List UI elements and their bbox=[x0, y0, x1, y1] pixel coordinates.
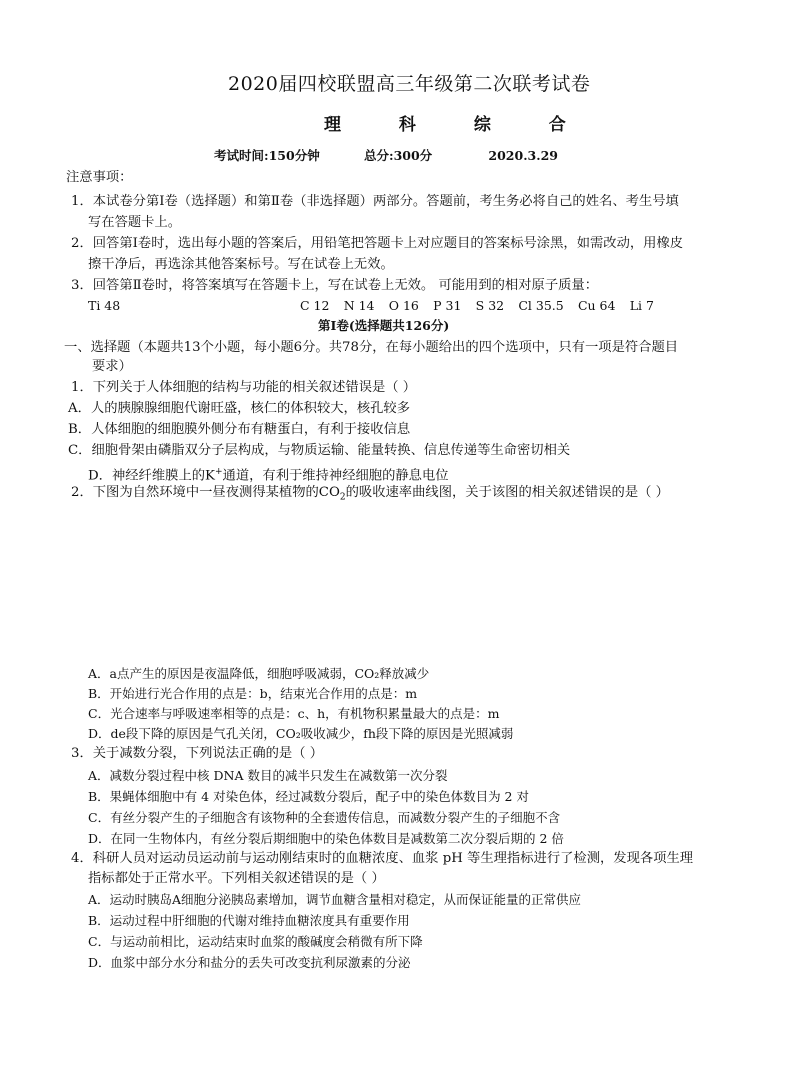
exam-date: 2020.3.29 bbox=[488, 148, 558, 163]
q4-stem-line-2: 指标都处于正常水平。下列相关叙述错误的是（ ） bbox=[88, 871, 385, 886]
notes-heading: 注意事项： bbox=[66, 170, 133, 185]
q1-option-d-pre: D．神经纤维膜上的K bbox=[88, 468, 215, 484]
q2-option-a: A．a点产生的原因是夜温降低，细胞呼吸减弱，CO₂释放减少 bbox=[88, 666, 430, 681]
q1-option-a: A．人的胰腺腺细胞代谢旺盛，核仁的体积较大，核孔较多 bbox=[68, 401, 411, 416]
atomic-mass-p: P 31 bbox=[433, 298, 462, 313]
q2-option-d: D．de段下降的原因是气孔关闭，CO₂吸收减少，fh段下降的原因是光照减弱 bbox=[88, 726, 514, 741]
q2-stem-sub: 2 bbox=[339, 492, 346, 503]
q4-option-c: C．与运动前相比，运动结束时血浆的酸碱度会稍微有所下降 bbox=[88, 934, 423, 949]
note-1-line-1: 1．本试卷分第Ⅰ卷（选择题）和第Ⅱ卷（非选择题）两部分。答题前，考生务必将自己的姓名、考生号填 bbox=[71, 194, 679, 209]
exam-title: 2020届四校联盟高三年级第二次联考试卷 bbox=[228, 73, 591, 95]
q1-option-d-sup: + bbox=[214, 467, 223, 477]
atomic-mass-li: Li 7 bbox=[629, 298, 654, 313]
q1-stem: 1．下列关于人体细胞的结构与功能的相关叙述错误是（ ） bbox=[71, 380, 417, 395]
exam-time: 考试时间:150分钟 bbox=[214, 148, 320, 163]
atomic-mass-n: N 14 bbox=[343, 298, 375, 313]
q2-option-b: B．开始进行光合作用的点是：b，结束光合作用的点是：m bbox=[88, 686, 418, 701]
q2-option-c: C．光合速率与呼吸速率相等的点是：c、h，有机物积累量最大的点是：m bbox=[88, 706, 500, 721]
atomic-mass-c: C 12 bbox=[300, 298, 330, 313]
q3-stem: 3．关于减数分裂，下列说法正确的是（ ） bbox=[71, 746, 324, 761]
q3-option-d: D．在同一生物体内，有丝分裂后期细胞中的染色体数目是减数第二次分裂后期的 2 倍 bbox=[88, 831, 564, 846]
q4-option-d: D．血浆中部分水分和盐分的丢失可改变抗利尿激素的分泌 bbox=[88, 955, 411, 970]
atomic-mass-list-rest bbox=[300, 296, 654, 317]
note-2-line-2: 擦干净后，再选涂其他答案标号。写在试卷上无效。 bbox=[88, 257, 394, 272]
q4-stem-line-1: 4．科研人员对运动员运动前与运动刚结束时的血糖浓度、血浆 pH 等生理指标进行了检测，发现各项生理 bbox=[71, 851, 694, 866]
q2-stem-pre: 2．下图为自然环境中一昼夜测得某植物的CO bbox=[71, 485, 340, 500]
part1-heading: 第Ⅰ卷(选择题共126分) bbox=[318, 318, 450, 333]
q1-option-b: B．人体细胞的细胞膜外侧分布有糖蛋白，有利于接收信息 bbox=[68, 422, 411, 437]
q3-option-b: B．果蝇体细胞中有 4 对染色体，经过减数分裂后，配子中的染色体数目为 2 对 bbox=[88, 789, 529, 804]
q4-option-a: A．运动时胰岛A细胞分泌胰岛素增加，调节血糖含量相对稳定，从而保证能量的正常供应 bbox=[88, 892, 582, 907]
q1-option-c: C．细胞骨架由磷脂双分子层构成，与物质运输、能量转换、信息传递等生命密切相关 bbox=[68, 443, 571, 458]
atomic-mass-cu: Cu 64 bbox=[577, 298, 616, 313]
q2-stem bbox=[71, 483, 669, 508]
atomic-mass-cl: Cl 35.5 bbox=[518, 298, 564, 313]
note-1-line-2: 写在答题卡上。 bbox=[88, 215, 182, 230]
q3-option-a: A．减数分裂过程中核 DNA 数目的减半只发生在减数第一次分裂 bbox=[88, 768, 448, 783]
q3-option-c: C．有丝分裂产生的子细胞含有该物种的全套遗传信息，而减数分裂产生的子细胞不含 bbox=[88, 810, 561, 825]
atomic-mass-ti: Ti 48 bbox=[88, 298, 121, 313]
exam-meta bbox=[214, 146, 558, 167]
exam-score: 总分:300分 bbox=[363, 148, 433, 163]
part1-instructions-line-2: 要求） bbox=[92, 359, 132, 374]
q4-option-b: B．运动过程中肝细胞的代谢对维持血糖浓度具有重要作用 bbox=[88, 913, 410, 928]
note-2-line-1: 2．回答第Ⅰ卷时，选出每小题的答案后，用铅笔把答题卡上对应题目的答案标号涂黑，如需改动，用橡皮 bbox=[71, 236, 684, 251]
exam-subtitle: 理 科 综 合 bbox=[324, 115, 592, 135]
atomic-mass-s: S 32 bbox=[475, 298, 505, 313]
atomic-mass-list bbox=[88, 296, 120, 317]
q1-option-d-post: 通道，有利于维持神经细胞的静息电位 bbox=[222, 468, 449, 484]
q2-stem-post: 的吸收速率曲线图，关于该图的相关叙述错误的是（ ） bbox=[345, 485, 669, 500]
atomic-mass-o: O 16 bbox=[388, 298, 419, 313]
co2-absorption-figure-area bbox=[95, 512, 695, 662]
note-3: 3．回答第Ⅱ卷时，将答案填写在答题卡上，写在试卷上无效。 可能用到的相对原子质量： bbox=[71, 278, 599, 293]
part1-instructions-line-1: 一、选择题（本题共13个小题，每小题6分。共78分，在每小题给出的四个选项中，只有一项是符合题目 bbox=[64, 340, 679, 355]
